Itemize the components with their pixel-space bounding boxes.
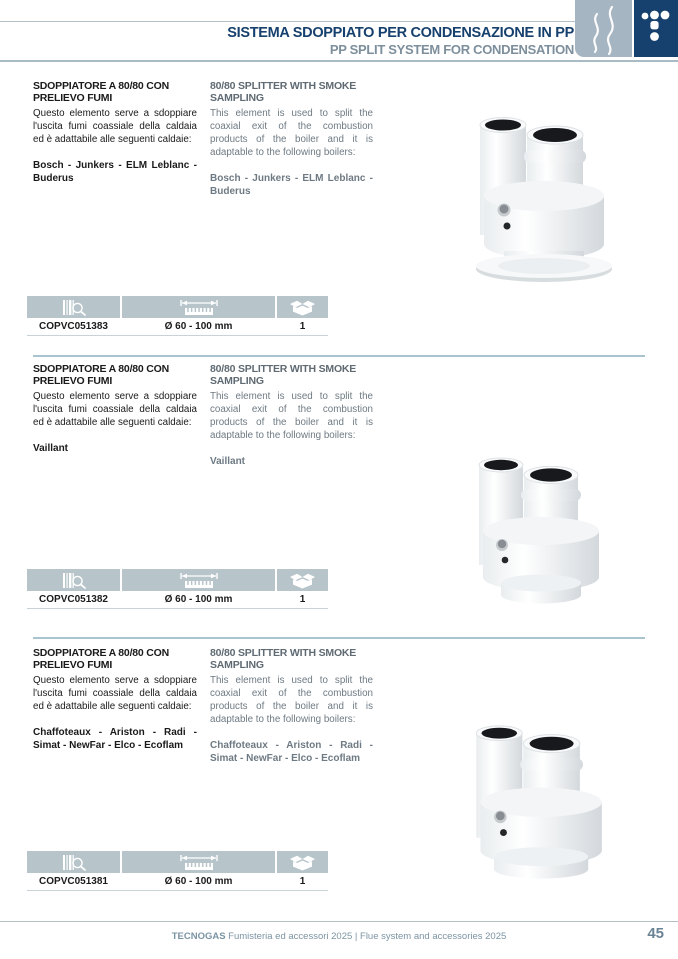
product-heading-en: 80/80 SPLITTER WITH SMOKE SAMPLING (210, 363, 357, 387)
product-code: COPVC051381 (39, 876, 108, 887)
product-description-it: Questo elemento serve a sdoppiare l'uscita fumi coassiale della caldaia ed è adattabile alle seguenti caldaie: (33, 391, 197, 428)
spec-table-row (27, 318, 328, 336)
product-photo-splitter-flanged (448, 103, 638, 283)
product-dimension: Ø 60 - 100 mm (164, 321, 233, 332)
header-bottom-rule (0, 60, 678, 62)
packing-header-cell (277, 569, 328, 591)
barcode-search-icon (61, 572, 87, 589)
diameter-range-icon (177, 854, 221, 871)
product-heading-it: SDOPPIATORE A 80/80 CON PRELIEVO FUMI (33, 647, 170, 671)
dimension-header-cell (122, 851, 275, 873)
product-photo-splitter-socket (448, 714, 628, 880)
packing-quantity: 1 (299, 321, 306, 332)
italian-column (33, 80, 197, 185)
spec-table-header (27, 569, 328, 591)
barcode-search-icon (61, 854, 87, 871)
product-dimension: Ø 60 - 100 mm (164, 876, 233, 887)
code-header-cell (27, 569, 120, 591)
product-heading-it: SDOPPIATORE A 80/80 CON PRELIEVO FUMI (33, 363, 170, 387)
english-column (210, 363, 373, 468)
page-title-english: PP SPLIT SYSTEM FOR CONDENSATION (329, 42, 574, 57)
code-header-cell (27, 296, 120, 318)
dimension-header-cell (122, 296, 275, 318)
spec-table-row (27, 873, 328, 891)
compatible-boilers-en: Chaffoteaux - Ariston - Radi - Simat - NewFar - Elco - Ecoflam (210, 740, 373, 764)
italian-column (33, 363, 197, 455)
product-heading-en: 80/80 SPLITTER WITH SMOKE SAMPLING (210, 647, 357, 671)
package-icon (289, 571, 316, 589)
product-code: COPVC051383 (39, 321, 108, 332)
barcode-search-icon (61, 299, 87, 316)
packing-quantity: 1 (299, 594, 306, 605)
spec-table (27, 851, 328, 891)
product-description-it: Questo elemento serve a sdoppiare l'uscita fumi coassiale della caldaia ed è adattabile alle seguenti caldaie: (33, 675, 197, 712)
tecnogas-logo-icon (634, 0, 678, 57)
product-description-en: This element is used to split the coaxial exit of the combustion products of the boiler and it is adaptable to the following boilers: (210, 391, 373, 441)
diameter-range-icon (177, 299, 221, 316)
footer-brand: TECNOGAS (171, 931, 226, 942)
spec-table-header (27, 296, 328, 318)
product-code: COPVC051382 (39, 594, 108, 605)
compatible-boilers-en: Vaillant (210, 456, 246, 467)
compatible-boilers-it: Bosch - Junkers - ELM Leblanc - Buderus (33, 160, 197, 184)
spec-table-row (27, 591, 328, 609)
brand-tile (634, 0, 678, 57)
product-photo-splitter-socket (452, 447, 624, 605)
page-title-block (0, 25, 574, 58)
page-number: 45 (647, 925, 664, 942)
spec-table-header (27, 851, 328, 873)
product-dimension: Ø 60 - 100 mm (164, 594, 233, 605)
compatible-boilers-it: Vaillant (33, 443, 69, 454)
product-description-en: This element is used to split the coaxial exit of the combustion products of the boiler and it is adaptable to the following boilers: (210, 675, 373, 725)
spec-table (27, 296, 328, 336)
packing-header-cell (277, 851, 328, 873)
footer-rule (0, 921, 678, 922)
compatible-boilers-en: Bosch - Junkers - ELM Leblanc - Buderus (210, 173, 373, 197)
product-description-it: Questo elemento serve a sdoppiare l'uscita fumi coassiale della caldaia ed è adattabile alle seguenti caldaie: (33, 108, 197, 145)
footer-caption (0, 931, 678, 942)
packing-header-cell (277, 296, 328, 318)
italian-column (33, 647, 197, 752)
section-divider (33, 355, 645, 357)
diameter-range-icon (177, 572, 221, 589)
product-heading-it: SDOPPIATORE A 80/80 CON PRELIEVO FUMI (33, 80, 170, 104)
product-heading-en: 80/80 SPLITTER WITH SMOKE SAMPLING (210, 80, 357, 104)
category-tile (575, 0, 632, 57)
spec-table (27, 569, 328, 609)
english-column (210, 80, 373, 198)
section-divider (33, 637, 645, 639)
product-description-en: This element is used to split the coaxial exit of the combustion products of the boiler and it is adaptable to the following boilers: (210, 108, 373, 158)
page-title-italian: SISTEMA SDOPPIATO PER CONDENSAZIONE IN PP (227, 25, 574, 41)
package-icon (289, 853, 316, 871)
code-header-cell (27, 851, 120, 873)
package-icon (289, 298, 316, 316)
english-column (210, 647, 373, 765)
dimension-header-cell (122, 569, 275, 591)
packing-quantity: 1 (299, 876, 306, 887)
header-top-rule (0, 21, 618, 22)
compatible-boilers-it: Chaffoteaux - Ariston - Radi - Simat - NewFar - Elco - Ecoflam (33, 727, 197, 751)
footer-description: Fumisteria ed accessori 2025 | Flue system and accessories 2025 (225, 931, 507, 942)
smoke-icon (575, 0, 632, 57)
